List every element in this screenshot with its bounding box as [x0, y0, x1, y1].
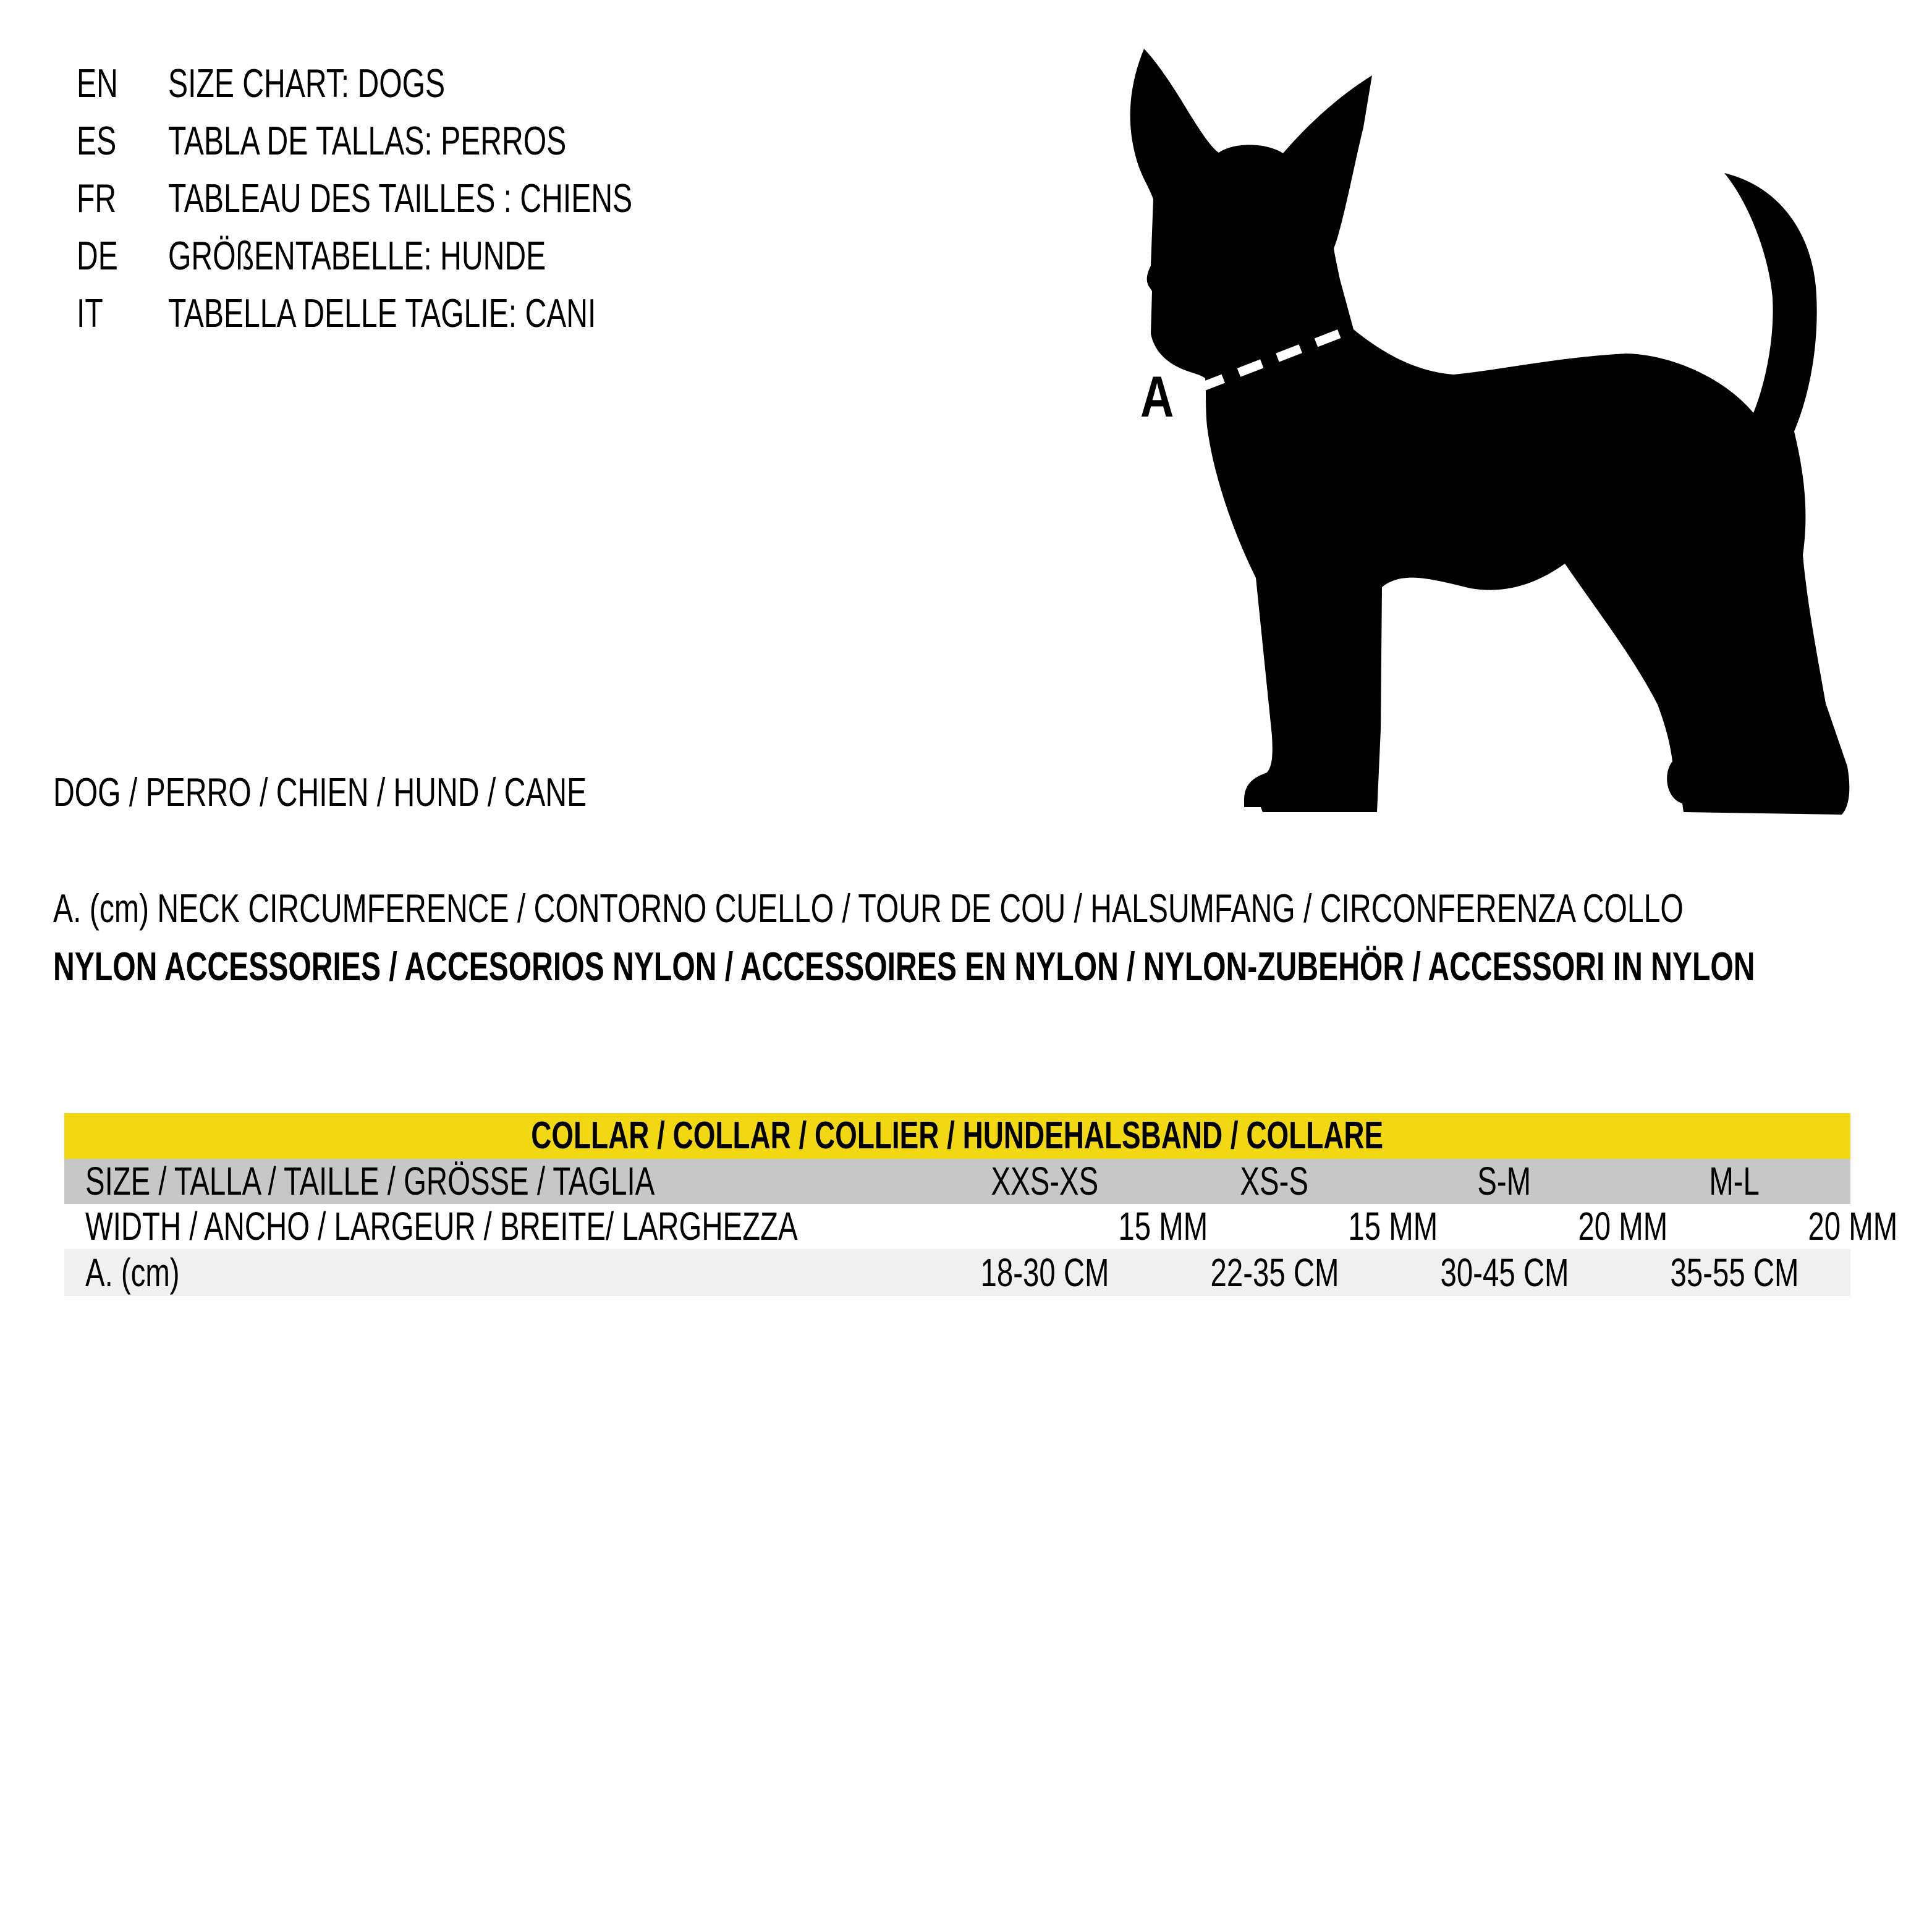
table-cell: M-L [1709, 1159, 1760, 1203]
table-header-text: COLLAR / COLLAR / COLLIER / HUNDEHALSBAND / COLLARE [531, 1114, 1384, 1157]
table-row [64, 1249, 1850, 1296]
measure-point-a-label: A [1140, 364, 1174, 429]
table-row [64, 1204, 1897, 1249]
language-code: IT [77, 290, 103, 336]
table-header [64, 1113, 1850, 1159]
table-cell: 30-45 CM [1440, 1250, 1569, 1295]
language-title: SIZE CHART: DOGS [168, 61, 446, 106]
table-cell: XXS-XS [991, 1159, 1098, 1203]
language-code: DE [77, 233, 118, 278]
table-cell: 15 MM [1348, 1204, 1438, 1248]
table-cell: 20 MM [1578, 1204, 1667, 1248]
language-title: TABELLA DELLE TAGLIE: CANI [168, 290, 596, 336]
language-code: FR [77, 176, 117, 221]
figure-caption [53, 763, 774, 821]
material-note [53, 938, 1932, 995]
language-row [77, 284, 795, 342]
figure-caption-text: DOG / PERRO / CHIEN / HUND / CANE [53, 769, 587, 815]
language-list [77, 54, 795, 342]
measurement-note-text: A. (cm) NECK CIRCUMFERENCE / CONTORNO CUELLO / TOUR DE COU / HALSUMFANG / CIRCONFERENZA COLLO [53, 886, 1684, 931]
language-title: GRÖßENTABELLE: HUNDE [168, 233, 546, 278]
table-row-label: A. (cm) [85, 1250, 180, 1295]
table-row-label: SIZE / TALLA / TAILLE / GRÖSSE / TAGLIA [85, 1159, 655, 1203]
language-code: EN [77, 61, 118, 106]
table-cell: 18-30 CM [980, 1250, 1109, 1295]
language-row [77, 112, 795, 169]
measurement-note [53, 879, 1932, 937]
table-cell: 15 MM [1118, 1204, 1208, 1248]
table-cell: 22-35 CM [1210, 1250, 1339, 1295]
material-note-text: NYLON ACCESSORIES / ACCESORIOS NYLON / ACCESSOIRES EN NYLON / NYLON-ZUBEHÖR / ACCESSORI IN NYLON [53, 944, 1755, 989]
table-row-label: WIDTH / ANCHO / LARGEUR / BREITE/ LARGHEZZA [85, 1204, 798, 1248]
table-cell: XS-S [1240, 1159, 1309, 1203]
dog-silhouette-image [1125, 25, 1897, 887]
language-code: ES [77, 118, 117, 163]
language-title: TABLA DE TALLAS: PERROS [168, 118, 567, 163]
language-title: TABLEAU DES TAILLES : CHIENS [168, 176, 633, 221]
size-table-body [64, 1159, 1897, 1296]
language-row [77, 54, 795, 112]
dog-body-shape [1130, 49, 1850, 815]
size-table [64, 1113, 1897, 1296]
table-cell: S-M [1477, 1159, 1532, 1203]
language-row [77, 169, 795, 227]
language-row [77, 227, 795, 284]
table-cell: 20 MM [1808, 1204, 1897, 1248]
table-row [64, 1159, 1850, 1204]
table-cell: 35-55 CM [1670, 1250, 1799, 1295]
